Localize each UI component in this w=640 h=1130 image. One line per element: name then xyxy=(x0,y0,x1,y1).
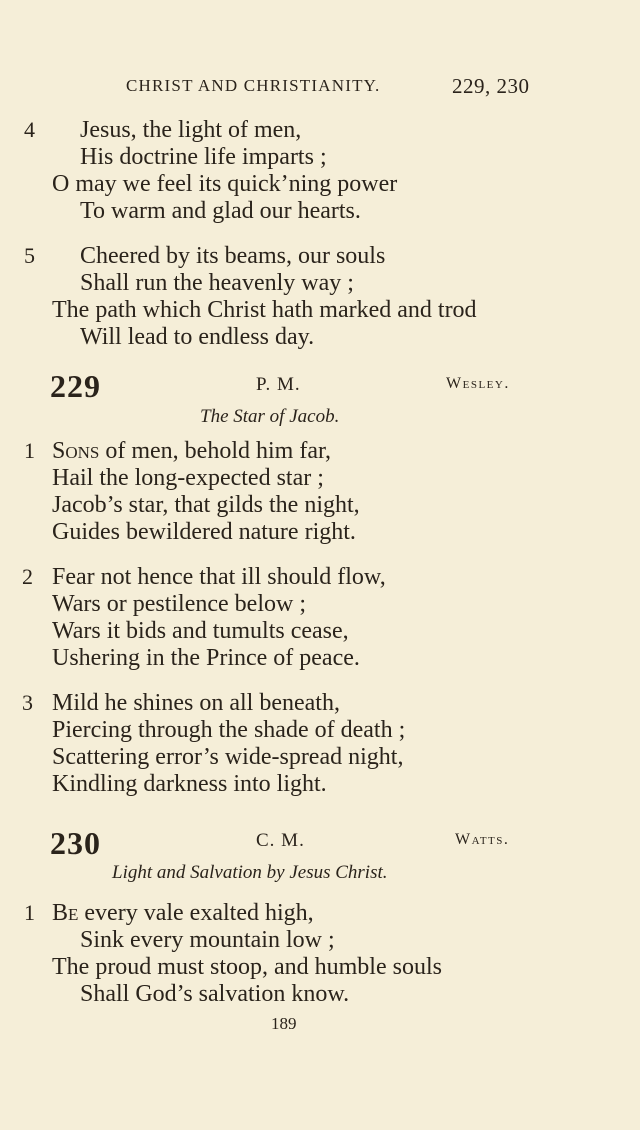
verse-line xyxy=(52,899,314,927)
hymn-subtitle: The Star of Jacob. xyxy=(200,406,340,427)
verse-first-word: Sons xyxy=(52,438,100,464)
running-title: CHRIST AND CHRISTIANITY. xyxy=(126,76,381,95)
verse-line: Jacob’s star, that gilds the night, xyxy=(52,492,360,518)
hymn-meter: C. M. xyxy=(256,830,305,851)
verse-line-rest: every vale exalted high, xyxy=(78,900,314,926)
hymn-author: Wesley. xyxy=(446,375,510,392)
verse-line: Ushering in the Prince of peace. xyxy=(52,645,360,671)
verse-line: Guides bewildered nature right. xyxy=(52,519,356,545)
verse-line: Scattering error’s wide-spread night, xyxy=(52,744,404,770)
stanza-number: 1 xyxy=(24,438,35,463)
verse-line: Wars it bids and tumults cease, xyxy=(52,618,349,644)
stanza-number: 1 xyxy=(24,900,35,925)
stanza-number: 5 xyxy=(24,243,35,268)
header-hymn-numbers: 229, 230 xyxy=(452,74,530,98)
verse-first-word: Be xyxy=(52,900,79,926)
hymn-author: Watts. xyxy=(455,831,510,848)
verse-line: Mild he shines on all beneath, xyxy=(52,690,340,716)
running-header xyxy=(0,74,640,98)
stanza-number: 3 xyxy=(22,690,33,715)
hymn-number: 229 xyxy=(50,368,101,404)
verse-line: Will lead to endless day. xyxy=(80,324,315,350)
verse-line: Piercing through the shade of death ; xyxy=(52,717,406,743)
verse-line: To warm and glad our hearts. xyxy=(80,198,361,224)
stanza-number: 4 xyxy=(24,117,35,142)
verse-line: His doctrine life imparts ; xyxy=(80,144,327,170)
verse-line: The path which Christ hath marked and trod xyxy=(52,297,477,323)
verse-line: Jesus, the light of men, xyxy=(80,117,302,143)
verse-line: Hail the long-expected star ; xyxy=(52,465,324,491)
verse-line: Cheered by its beams, our souls xyxy=(80,243,386,269)
verse-line: Wars or pestilence below ; xyxy=(52,591,306,617)
verse-line-rest: of men, behold him far, xyxy=(99,438,332,464)
verse-line: Sink every mountain low ; xyxy=(80,927,335,953)
hymn-meter: P. M. xyxy=(256,374,301,395)
verse-line xyxy=(52,437,331,465)
verse-line: O may we feel its quick’ning power xyxy=(52,171,398,197)
page-number: 189 xyxy=(271,1014,297,1033)
stanza-number: 2 xyxy=(22,564,33,589)
verse-line: The proud must stoop, and humble souls xyxy=(52,954,442,980)
verse-line: Fear not hence that ill should flow, xyxy=(52,564,386,590)
verse-line: Shall run the heavenly way ; xyxy=(80,270,354,296)
hymn-number: 230 xyxy=(50,825,101,861)
hymn-subtitle: Light and Salvation by Jesus Christ. xyxy=(112,862,388,883)
verse-line: Kindling darkness into light. xyxy=(52,771,327,797)
verse-line: Shall God’s salvation know. xyxy=(80,981,350,1007)
